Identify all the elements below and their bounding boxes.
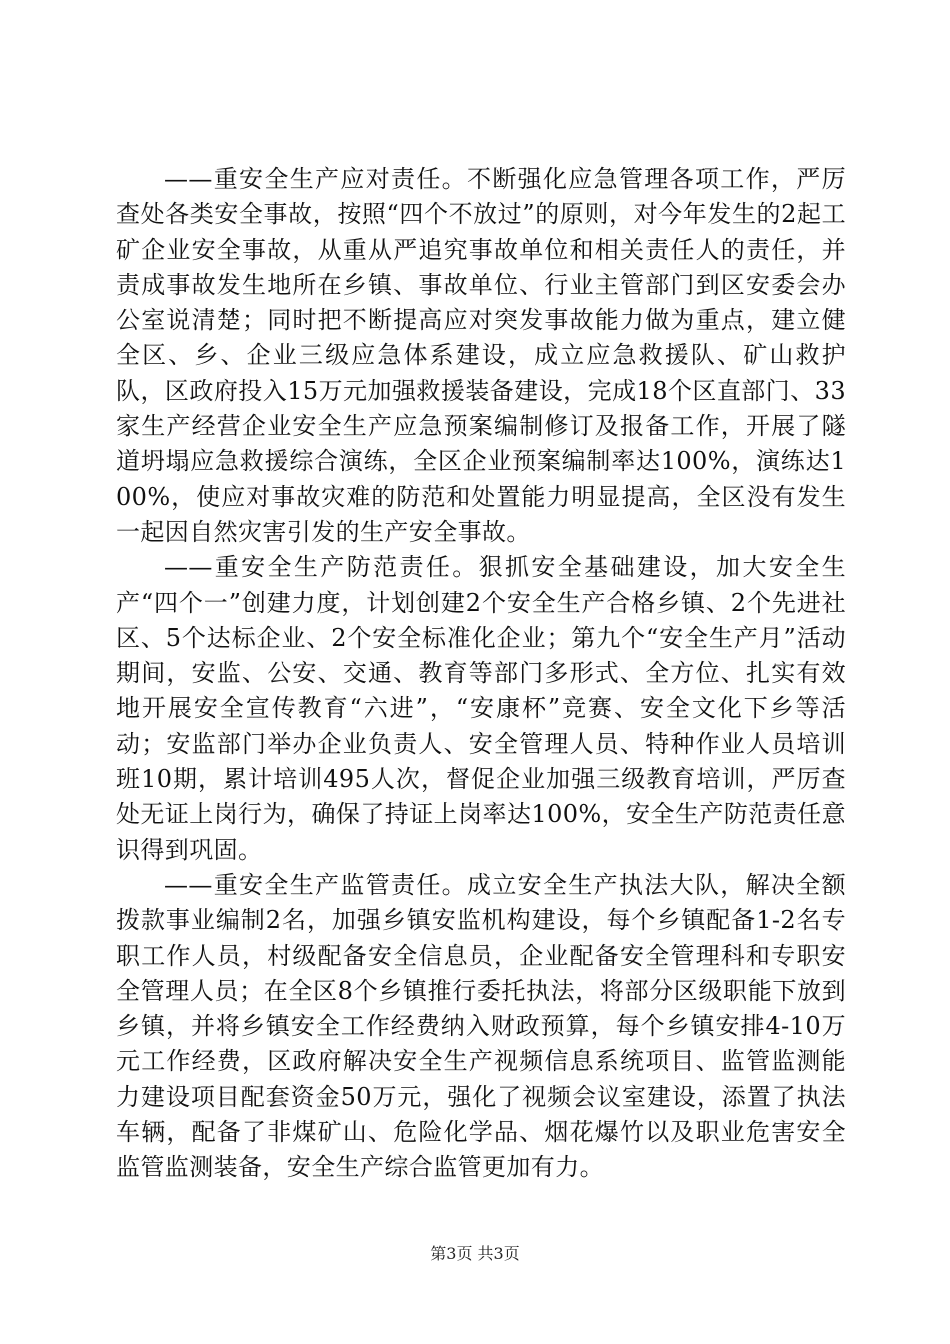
document-body (116, 162, 846, 1186)
paragraph-supervision: ——重安全生产监管责任。成立安全生产执法大队，解决全额拨款事业编制2名，加强乡镇安监机构建设，每个乡镇配备1-2名专职工作人员，村级配备安全信息员，企业配备安全管理科和专职安全管理人员；在全区8个乡镇推行委托执法，将部分区级职能下放到乡镇，并将乡镇安全工作经费纳入财政预算，每个乡镇安排4-10万元工作经费，区政府解决安全生产视频信息系统项目、监管监测能力建设项目配套资金50万元，强化了视频会议室建设，添置了执法车辆，配备了非煤矿山、危险化学品、烟花爆竹以及职业危害安全监管监测装备，安全生产综合监管更加有力。 (116, 870, 846, 1182)
paragraph-emergency-response: ——重安全生产应对责任。不断强化应急管理各项工作，严厉查处各类安全事故，按照“四个不放过”的原则，对今年发生的2起工矿企业安全事故，从重从严追究事故单位和相关责任人的责任，并责成事故发生地所在乡镇、事故单位、行业主管部门到区安委会办公室说清楚；同时把不断提高应对突发事故能力做为重点，建立健全区、乡、企业三级应急体系建设，成立应急救援队、矿山救护队，区政府投入15万元加强救援装备建设，完成18个区直部门、33家生产经营企业安全生产应急预案编制修订及报备工作，开展了隧道坍塌应急救援综合演练，全区企业预案编制率达100%，演练达100%，使应对事故灾难的防范和处置能力明显提高，全区没有发生一起因自然灾害引发的生产安全事故。 (116, 165, 846, 546)
paragraph-prevention: ——重安全生产防范责任。狠抓安全基础建设，加大安全生产“四个一”创建力度，计划创建2个安全生产合格乡镇、2个先进社区、5个达标企业、2个安全标准化企业；第九个“安全生产月”活动期间，安监、公安、交通、教育等部门多形式、全方位、扎实有效地开展安全宣传教育“六进”，“安康杯”竞赛、安全文化下乡等活动；安监部门举办企业负责人、安全管理人员、特种作业人员培训班10期，累计培训495人次，督促企业加强三级教育培训，严厉查处无证上岗行为，确保了持证上岗率达100%，安全生产防范责任意识得到巩固。 (116, 553, 846, 864)
page-number-footer: 第3页 共3页 (430, 1244, 520, 1263)
